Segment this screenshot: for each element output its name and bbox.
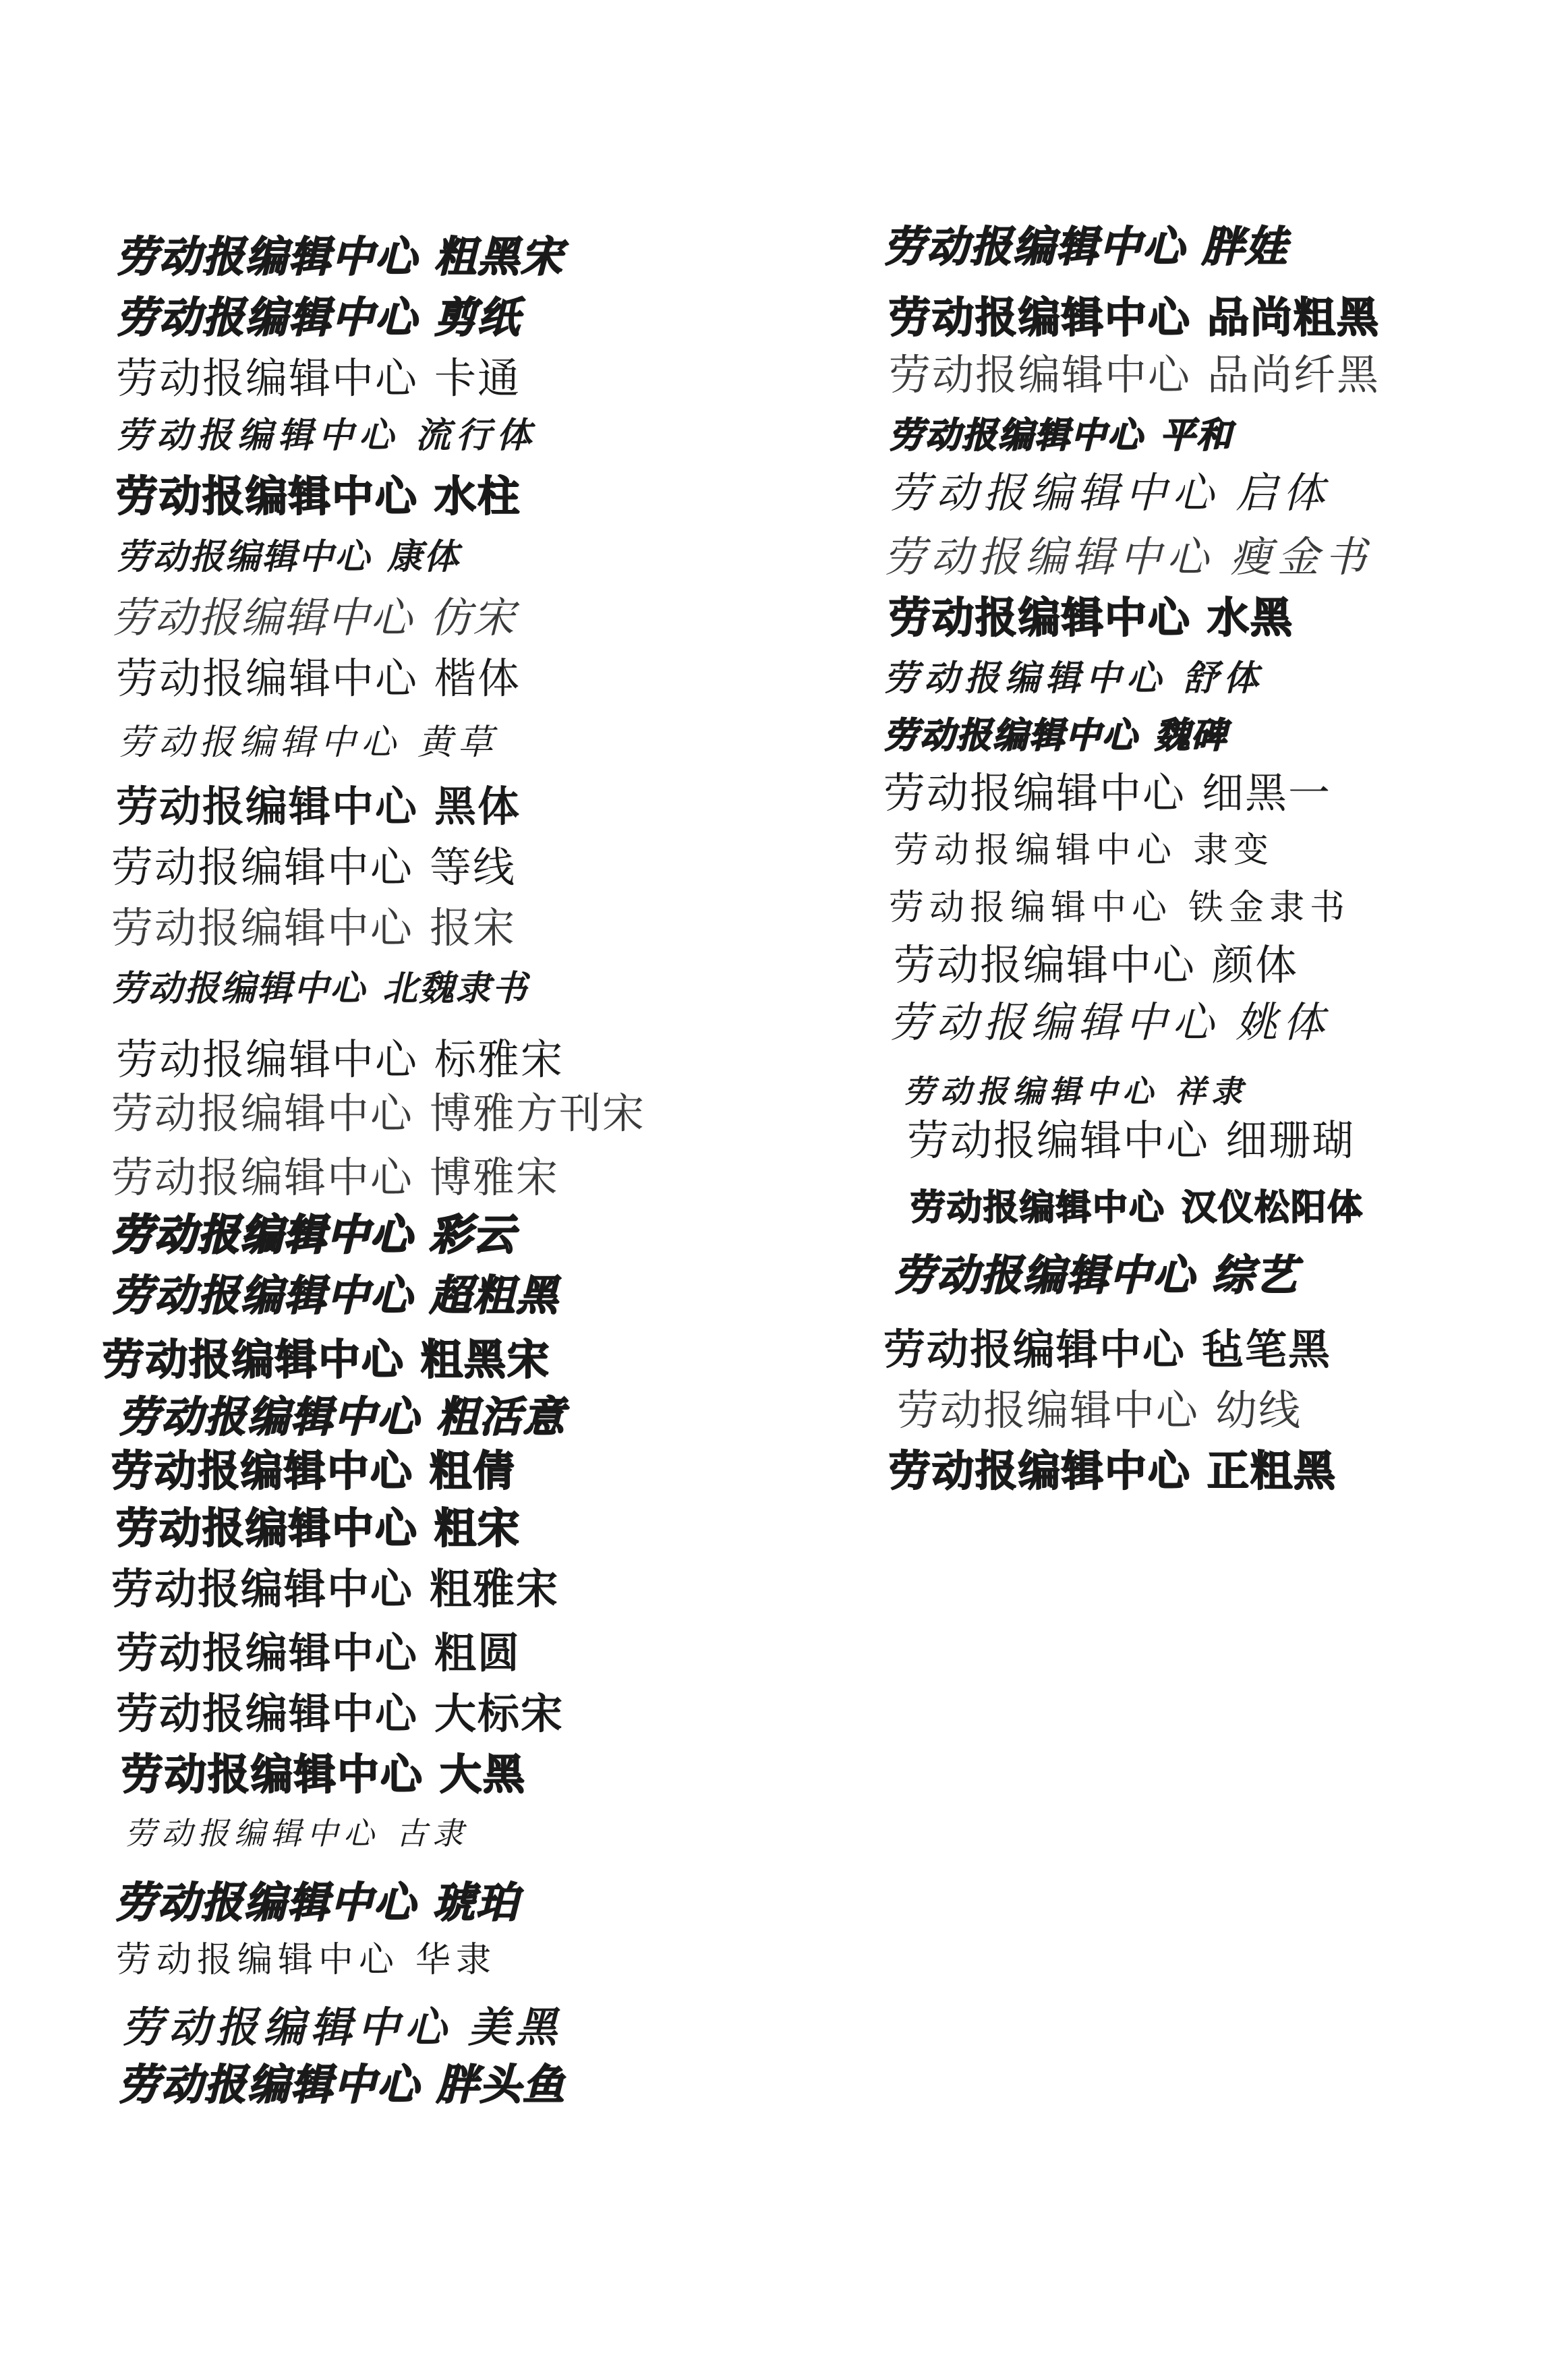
font-name: 华隶 [415,1940,497,1980]
font-sample [889,888,1351,928]
sample-prefix: 劳动报编辑中心 [116,1689,419,1738]
font-name: 启体 [1236,468,1331,517]
font-sample [121,1750,527,1799]
font-name: 粗宋 [434,1503,521,1553]
font-sample [889,998,1331,1047]
font-sample [111,842,517,892]
font-name: 舒体 [1183,658,1265,699]
font-sample [111,969,529,1009]
sample-prefix: 劳动报编辑中心 [116,1628,419,1677]
font-name: 隶变 [1193,830,1275,871]
font-name: 颜体 [1212,940,1299,989]
font-sample [116,1503,521,1553]
font-name: 剪纸 [434,293,521,342]
font-sample [116,293,521,342]
sample-prefix: 劳动报编辑中心 [116,353,419,403]
font-name: 大黑 [440,1750,527,1799]
sample-prefix: 劳动报编辑中心 [111,842,414,892]
font-name: 报宋 [430,903,517,952]
font-name: 品尚粗黑 [1207,293,1381,342]
sample-prefix: 劳动报编辑中心 [118,2060,421,2109]
sample-prefix: 劳动报编辑中心 [111,1564,414,1613]
font-name: 仿宋 [430,593,517,642]
font-name: 粗活意 [436,1392,567,1441]
sample-prefix: 劳动报编辑中心 [125,1815,380,1851]
font-name: 美黑 [468,2003,563,2052]
font-name: 粗雅宋 [430,1564,560,1613]
font-name: 琥珀 [433,1878,520,1927]
font-sample [897,1385,1302,1435]
sample-prefix: 劳动报编辑中心 [121,1750,424,1799]
font-name: 胖头鱼 [436,2060,567,2109]
font-name: 粗黑宋 [434,232,564,281]
sample-prefix: 劳动报编辑中心 [116,232,419,281]
font-sample [889,350,1381,399]
font-sample [883,716,1228,756]
font-sample [889,468,1331,517]
font-sample [121,2003,563,2052]
font-sample [115,1878,520,1927]
sample-prefix: 劳动报编辑中心 [118,722,402,763]
font-sample [118,2060,567,2109]
sample-prefix: 劳动报编辑中心 [907,1116,1210,1165]
sample-prefix: 劳动报编辑中心 [111,1210,414,1259]
sample-prefix: 劳动报编辑中心 [116,1503,419,1553]
font-sample [889,415,1233,456]
sample-prefix: 劳动报编辑中心 [111,1446,414,1495]
font-name: 超粗黑 [430,1271,560,1320]
font-name: 正粗黑 [1207,1446,1337,1495]
sample-prefix: 劳动报编辑中心 [883,768,1186,817]
font-name: 祥隶 [1175,1073,1248,1110]
font-name: 细珊瑚 [1225,1116,1356,1165]
font-name: 黑体 [434,782,521,831]
sample-prefix: 劳动报编辑中心 [116,782,419,831]
sample-prefix: 劳动报编辑中心 [111,1153,414,1202]
font-name: 楷体 [434,654,521,703]
sample-prefix: 劳动报编辑中心 [894,1251,1196,1300]
sample-prefix: 劳动报编辑中心 [883,658,1167,699]
font-sample [889,1446,1337,1495]
font-name: 流行体 [415,415,538,456]
font-sample [883,1325,1332,1374]
font-name: 古隶 [396,1815,469,1851]
sample-prefix: 劳动报编辑中心 [897,1385,1200,1435]
font-sample [116,1035,564,1084]
sample-prefix: 劳动报编辑中心 [910,1188,1166,1228]
sample-prefix: 劳动报编辑中心 [116,654,419,703]
sample-prefix: 劳动报编辑中心 [116,1035,419,1084]
sample-prefix: 劳动报编辑中心 [116,537,372,577]
font-sample [883,658,1265,699]
font-sample [116,782,521,831]
font-name: 大标宋 [434,1689,564,1738]
font-sample [889,293,1381,342]
font-name: 等线 [430,842,517,892]
sample-prefix: 劳动报编辑中心 [111,1271,414,1320]
font-sample [111,1089,646,1138]
font-name: 综艺 [1212,1251,1299,1300]
font-sample [889,593,1294,642]
sample-prefix: 劳动报编辑中心 [103,1335,405,1384]
font-name: 瘦金书 [1230,532,1372,581]
font-name: 黄草 [417,722,499,763]
sample-prefix: 劳动报编辑中心 [883,716,1139,756]
font-name: 汉仪松阳体 [1182,1188,1364,1228]
sample-prefix: 劳动报编辑中心 [883,222,1186,271]
sample-prefix: 劳动报编辑中心 [111,903,414,952]
font-sample [116,471,521,521]
font-sample [116,353,521,403]
sample-prefix: 劳动报编辑中心 [111,593,414,642]
sample-prefix: 劳动报编辑中心 [121,2003,453,2052]
font-sample [111,1446,517,1495]
font-sample [883,532,1372,581]
font-name: 幼线 [1215,1385,1302,1435]
font-name: 平和 [1160,415,1233,456]
font-sample [894,1251,1299,1300]
font-sample [116,537,461,577]
font-name: 细黑一 [1202,768,1332,817]
font-sample [894,940,1299,989]
sample-prefix: 劳动报编辑中心 [116,293,419,342]
sample-prefix: 劳动报编辑中心 [115,1878,417,1927]
font-sample [883,222,1289,271]
font-name: 水黑 [1207,593,1294,642]
font-name: 粗倩 [430,1446,517,1495]
font-name: 博雅宋 [430,1153,560,1202]
sample-prefix: 劳动报编辑中心 [111,1089,414,1138]
sample-prefix: 劳动报编辑中心 [116,1940,400,1980]
sample-prefix: 劳动报编辑中心 [883,1325,1186,1374]
font-sample [116,415,538,456]
font-name: 北魏隶书 [382,969,529,1009]
sample-prefix: 劳动报编辑中心 [116,415,400,456]
font-sample [111,903,517,952]
sample-prefix: 劳动报编辑中心 [883,532,1215,581]
font-name: 卡通 [434,353,521,403]
font-sample [111,1271,560,1320]
font-sample [907,1116,1356,1165]
sample-prefix: 劳动报编辑中心 [889,415,1144,456]
sample-prefix: 劳动报编辑中心 [111,969,367,1009]
font-sample [118,1392,567,1441]
font-name: 粗黑宋 [421,1335,551,1384]
font-name: 魏碑 [1155,716,1228,756]
font-name: 铁金隶书 [1188,888,1351,928]
font-name: 标雅宋 [434,1035,564,1084]
font-sample [118,722,499,763]
font-sample [910,1190,1364,1226]
sample-prefix: 劳动报编辑中心 [118,1392,421,1441]
font-sample [116,1628,521,1677]
font-name: 姚体 [1236,998,1331,1047]
sample-prefix: 劳动报编辑中心 [889,1446,1192,1495]
font-name: 毡笔黑 [1202,1325,1332,1374]
font-sample [894,830,1275,871]
font-sample [125,1815,469,1851]
font-sample [883,768,1332,817]
font-sample [116,654,521,703]
font-name: 水柱 [434,471,521,521]
font-sample [111,1153,560,1202]
font-sample [904,1073,1248,1110]
font-sample [111,593,517,642]
font-name: 博雅方刊宋 [430,1089,646,1138]
sample-prefix: 劳动报编辑中心 [904,1073,1159,1110]
font-name: 胖娃 [1202,222,1289,271]
font-sample [111,1564,560,1613]
sample-prefix: 劳动报编辑中心 [889,350,1192,399]
sample-prefix: 劳动报编辑中心 [894,830,1178,871]
sample-prefix: 劳动报编辑中心 [889,293,1192,342]
font-name: 彩云 [430,1210,517,1259]
font-sample [116,1940,497,1980]
sample-prefix: 劳动报编辑中心 [889,468,1220,517]
font-sample [116,232,564,281]
sample-prefix: 劳动报编辑中心 [116,471,419,521]
font-sample [103,1335,551,1384]
font-sample [111,1210,517,1259]
font-name: 粗圆 [434,1628,521,1677]
font-sample [116,1689,564,1738]
sample-prefix: 劳动报编辑中心 [894,940,1196,989]
sample-prefix: 劳动报编辑中心 [889,593,1192,642]
sample-prefix: 劳动报编辑中心 [889,998,1220,1047]
font-name: 康体 [387,537,461,577]
sample-prefix: 劳动报编辑中心 [889,888,1173,928]
font-name: 品尚纤黑 [1207,350,1381,399]
